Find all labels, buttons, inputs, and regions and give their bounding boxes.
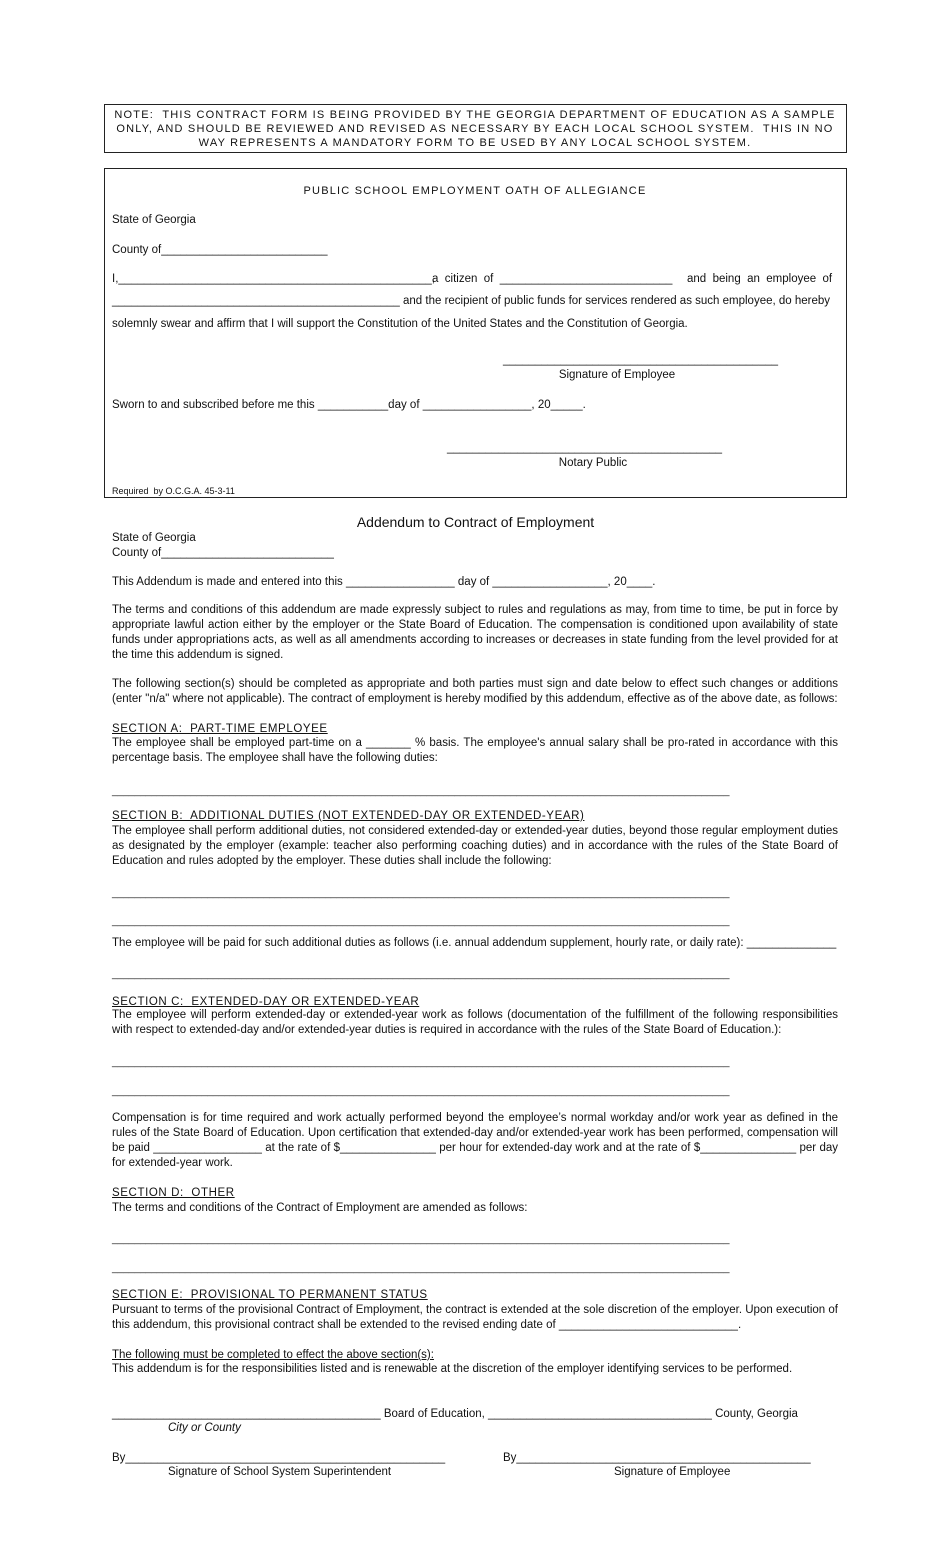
section-a-title: SECTION A: PART-TIME EMPLOYEE	[112, 723, 328, 735]
oath-affirm-text: solemnly swear and affirm that I will support the Constitution of the United States and the Constitution of Georgia.	[112, 318, 688, 330]
oath-title: PUBLIC SCHOOL EMPLOYMENT OATH OF ALLEGIANCE	[303, 185, 647, 197]
section-a-text: The employee shall be employed part-time on a _______ % basis. The employee's annual salary shall be pro-rated in accordance with this percentage basis. The employee shall have the following duties:	[112, 737, 838, 764]
note-box	[104, 104, 847, 153]
section-b-duties-line-1[interactable]: ______________________________________________________________________________________________________________	[112, 888, 730, 899]
oath-name-field[interactable]: I,_________________________________________________,	[112, 273, 435, 285]
oath-employer-field[interactable]: _____________________________________________ and the recipient of public funds for services rendered as such employee, do hereby	[112, 295, 831, 307]
section-b-title: SECTION B: ADDITIONAL DUTIES (NOT EXTENDED-DAY OR EXTENDED-YEAR)	[112, 810, 585, 822]
section-c-text: The employee will perform extended-day or extended-year work as follows (documentation of the fulfillment of the following responsibilities with respect to extended-day and/or extended-year duties is required in accordance with the rules of the State Board of Education.):	[112, 1009, 838, 1036]
section-b-pay-line[interactable]: ______________________________________________________________________________________________________________	[112, 969, 730, 980]
notary-label: Notary Public	[558, 457, 628, 469]
addendum-title: Addendum to Contract of Employment	[356, 514, 595, 530]
oath-county-field[interactable]: County of__________________________	[112, 244, 328, 256]
city-or-county-label: City or County	[168, 1422, 241, 1434]
section-d-text: The terms and conditions of the Contract of Employment are amended as follows:	[112, 1202, 528, 1214]
note-line-2: ONLY, AND SHOULD BE REVIEWED AND REVISED AS NECESSARY BY EACH LOCAL SCHOOL SYSTEM. THIS IN NO	[116, 123, 834, 135]
section-c-title: SECTION C: EXTENDED-DAY OR EXTENDED-YEAR	[112, 996, 420, 1008]
employee-signature-line[interactable]: By______________________________________________	[503, 1452, 811, 1464]
addendum-state: State of Georgia	[112, 532, 196, 544]
oath-citizen-field[interactable]: a citizen of ___________________________	[432, 273, 673, 285]
must-complete-title: The following must be completed to effect the above section(s):	[112, 1349, 434, 1361]
section-c-duties-line-2[interactable]: ______________________________________________________________________________________________________________	[112, 1086, 730, 1097]
superintendent-signature-line[interactable]: By__________________________________________________	[112, 1452, 446, 1464]
must-complete-text: This addendum is for the responsibilities listed and is renewable at the discretion of the employer identifying services to be performed.	[112, 1363, 793, 1375]
section-e-title: SECTION E: PROVISIONAL TO PERMANENT STATUS	[112, 1289, 428, 1301]
section-d-line-1[interactable]: ______________________________________________________________________________________________________________	[112, 1234, 730, 1245]
oath-state: State of Georgia	[112, 214, 196, 226]
oath-box	[104, 168, 847, 498]
board-of-education-field[interactable]: __________________________________________ Board of Education, ___________________________________ County, Georgia	[112, 1408, 798, 1420]
section-b-duties-line-2[interactable]: ______________________________________________________________________________________________________________	[112, 916, 730, 927]
note-line-1: NOTE: THIS CONTRACT FORM IS BEING PROVIDED BY THE GEORGIA DEPARTMENT OF EDUCATION AS A SAMPLE	[114, 109, 836, 121]
required-citation: Required by O.C.G.A. 45-3-11	[112, 486, 235, 496]
section-d-line-2[interactable]: ______________________________________________________________________________________________________________	[112, 1263, 730, 1274]
superintendent-signature-label: Signature of School System Superintendent	[168, 1466, 392, 1478]
note-line-3: WAY REPRESENTS A MANDATORY FORM TO BE USED BY ANY LOCAL SCHOOL SYSTEM.	[198, 137, 752, 149]
section-c-compensation: Compensation is for time required and work actually performed beyond the employee’s normal workday and/or work year as defined in the rules of the State Board of Education. Upon certification that extended-day and/or extended-year work has been performed, compensation will be paid _________________ at the rate of $_______________ per hour for extended-day work and at the rate of $_______________ per day for extended-year work.	[112, 1112, 838, 1169]
section-b-text: The employee shall perform additional duties, not considered extended-day or extended-year duties, beyond those regular employment duties as designated by the employer (example: teacher also performing coaching duties) and in accordance with the rules of the State Board of Education and rules adopted by the employer. These duties shall include the following:	[112, 825, 838, 867]
oath-employee-of-label: and being an employee of	[687, 273, 833, 285]
employee-signature-label: Signature of Employee	[614, 1466, 731, 1478]
oath-signature-line[interactable]: ___________________________________________	[503, 354, 779, 366]
oath-signature-label: Signature of Employee	[558, 369, 676, 381]
section-c-duties-line-1[interactable]: ______________________________________________________________________________________________________________	[112, 1057, 730, 1068]
notary-signature-line[interactable]: ___________________________________________	[447, 442, 723, 454]
oath-sworn-field[interactable]: Sworn to and subscribed before me this ___________day of _________________, 20_____.	[112, 399, 586, 411]
addendum-county-field[interactable]: County of___________________________	[112, 547, 334, 559]
section-e-text: Pursuant to terms of the provisional Contract of Employment, the contract is extended at the sole discretion of the employer. Upon execution of this addendum, this provisional contract shall be extended to the revised ending date of ____________________________.	[112, 1304, 838, 1331]
addendum-date-field[interactable]: This Addendum is made and entered into this _________________ day of __________________, 20____.	[112, 576, 656, 588]
terms-paragraph: The terms and conditions of this addendum are made expressly subject to rules and regulations as may, from time to time, be put in force by appropriate lawful action either by the employer or the State Board of Education. The compensation is conditioned upon availability of state funds under appropriations acts, as well as all amendments according to increases or decreases in state funding from the level provided for at the time this addendum is signed.	[112, 604, 838, 661]
instructions-paragraph: The following section(s) should be completed as appropriate and both parties must sign and date below to effect such changes or additions (enter "n/a" where not applicable). The contract of employment is hereby modified by this addendum, effective as of the above date, as follows:	[112, 678, 838, 705]
section-d-title: SECTION D: OTHER	[112, 1187, 235, 1199]
section-a-duties-line[interactable]: ______________________________________________________________________________________________________________	[112, 786, 730, 797]
section-b-pay-field[interactable]: The employee will be paid for such additional duties as follows (i.e. annual addendum supplement, hourly rate, or daily rate): ______________	[112, 937, 837, 949]
